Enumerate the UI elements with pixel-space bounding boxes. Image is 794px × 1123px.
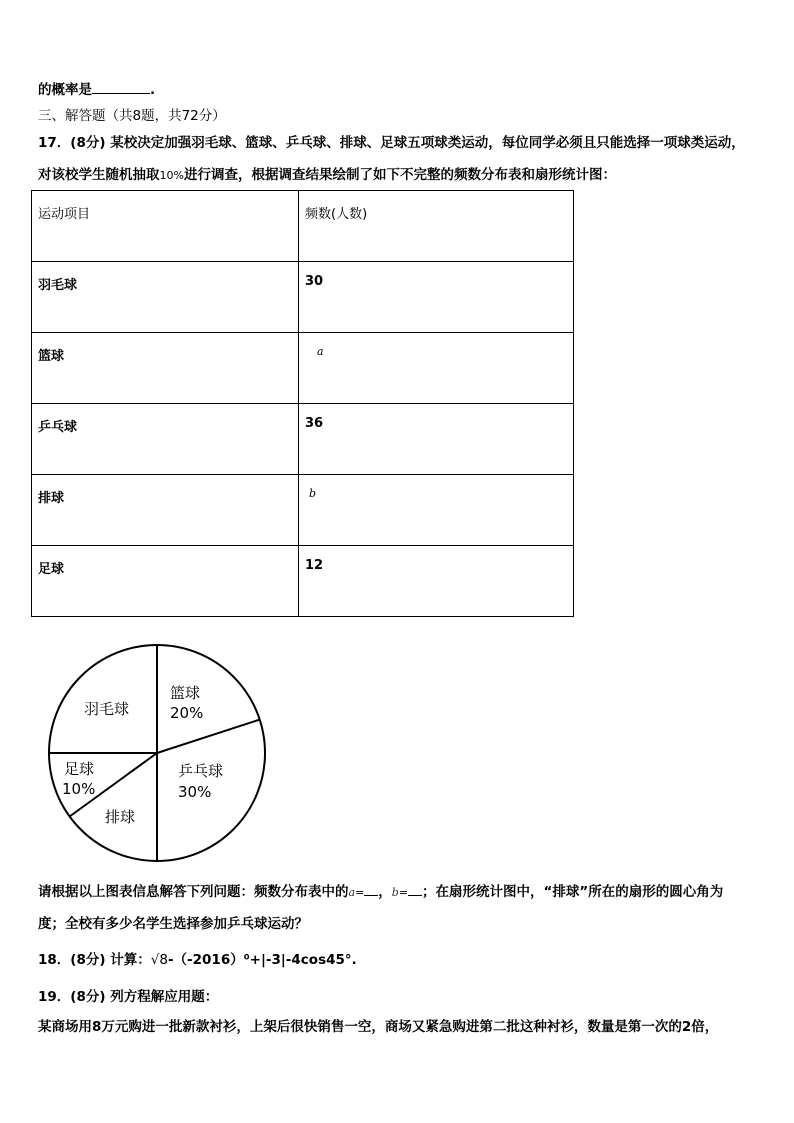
table-header-item: 运动项目 [32, 191, 299, 262]
pie-pct-basketball: 20% [170, 704, 204, 722]
pie-label-badminton: 羽毛球 [84, 700, 130, 718]
q19-line1: 19．(8分) 列方程解应用题： [38, 989, 219, 1005]
pie-chart [40, 640, 280, 870]
q18-line: 18．(8分) 计算：√8-（-2016）⁰+|-3|-4cos45°. [38, 952, 357, 968]
table-row [32, 262, 574, 333]
pie-label-football: 足球 [64, 760, 95, 778]
q17-line1: 17．(8分) 某校决定加强羽毛球、篮球、乒乓球、排球、足球五项球类运动，每位同学必须且只能选择一项球类运动， [38, 135, 745, 151]
table-cell-item: 乒乓球 [32, 404, 299, 475]
answer-blank-a [364, 883, 378, 896]
table-cell-item: 篮球 [32, 333, 299, 404]
table-cell-item: 足球 [32, 546, 299, 617]
table-cell-item: 羽毛球 [32, 262, 299, 333]
q17-ask-line2: 度；全校有多少名学生选择参加乒乓球运动？ [38, 916, 308, 932]
sample-percent: 10% [159, 169, 184, 182]
table-cell-count: a [299, 333, 574, 404]
table-cell-count: 36 [299, 404, 574, 475]
table-header-row [32, 191, 574, 262]
table-row [32, 546, 574, 617]
pie-label-pingpong: 乒乓球 [178, 762, 224, 780]
pie-pct-football: 10% [62, 780, 96, 798]
prev-question-tail: 的概率是 . [38, 82, 156, 98]
table-row [32, 404, 574, 475]
answer-blank-b [408, 883, 422, 896]
pie-label-volleyball: 排球 [105, 808, 136, 826]
answer-blank [92, 81, 150, 94]
table-cell-count: b [299, 475, 574, 546]
table-cell-count: 12 [299, 546, 574, 617]
table-cell-item: 排球 [32, 475, 299, 546]
section-heading: 三、解答题（共8题，共72分） [38, 108, 226, 124]
q19-line2: 某商场用8万元购进一批新款衬衫，上架后很快销售一空，商场又紧急购进第二批这种衬衫，数量是第一次的2倍， [38, 1019, 719, 1035]
table-header-count: 频数(人数) [299, 191, 574, 262]
q17-ask-line1: 请根据以上图表信息解答下列问题：频数分布表中的a= ，b= ；在扇形统计图中，“排球”所在的扇形的圆心角为 [38, 884, 724, 900]
table-cell-count: 30 [299, 262, 574, 333]
table-row [32, 475, 574, 546]
table-row [32, 333, 574, 404]
pie-label-basketball: 篮球 [170, 684, 201, 702]
sqrt-expression: √8 [150, 952, 168, 968]
pie-pct-pingpong: 30% [178, 783, 212, 801]
q17-line2: 对该校学生随机抽取10%进行调查，根据调查结果绘制了如下不完整的频数分布表和扇形统计图： [38, 167, 616, 183]
frequency-table [31, 190, 574, 617]
